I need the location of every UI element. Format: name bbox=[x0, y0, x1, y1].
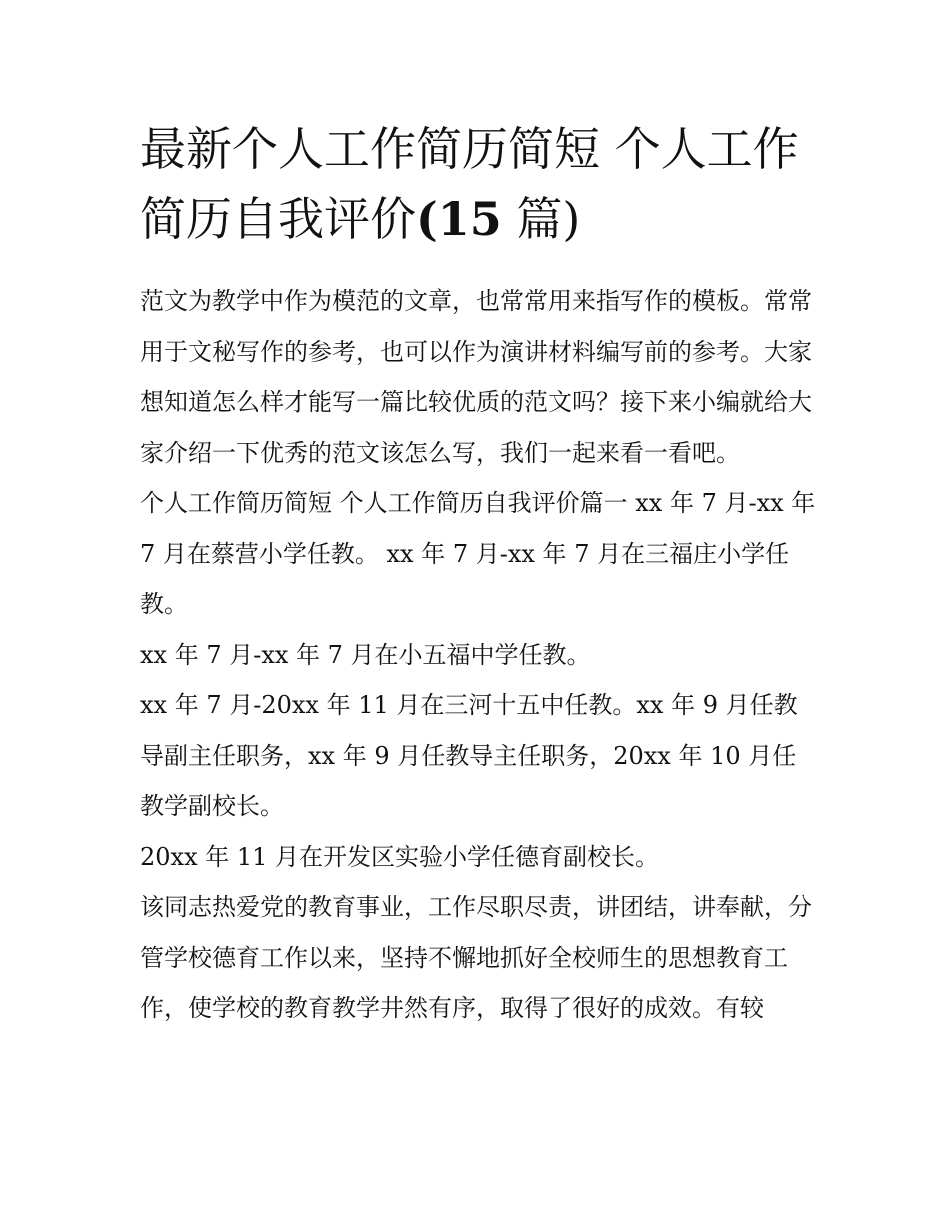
paragraph-resume-4: 20xx 年 11 月在开发区实验小学任德育副校长。 bbox=[140, 842, 660, 871]
paragraph-resume-2: xx 年 7 月-xx 年 7 月在小五福中学任教。 bbox=[140, 640, 591, 669]
title-count: (15 bbox=[416, 192, 502, 246]
document-title bbox=[140, 114, 820, 254]
paragraph-resume-start: 个人工作简历简短 个人工作简历自我评价篇一 xx 年 7 月-xx 年 7 月在蔡营小学任教。 xx 年 7 月-xx 年 7 月在三福庄小学任教。 bbox=[140, 489, 816, 618]
document-body bbox=[140, 276, 820, 1034]
paragraph-intro: 范文为教学中作为模范的文章，也常常用来指写作的模板。常常用于文秘写作的参考，也可以作为演讲材料编写前的参考。大家想知道怎么样才能写一篇比较优质的范文吗？接下来小编就给大家介绍一下优秀的范文该怎么写，我们一起来看一看吧。 bbox=[140, 287, 812, 467]
paragraph-resume-3: xx 年 7 月-20xx 年 11 月在三河十五中任教。xx 年 9 月任教导副主任职务，xx 年 9 月任教导主任职务，20xx 年 10 月任教学副校长。 bbox=[140, 691, 798, 820]
title-suffix: 篇) bbox=[501, 192, 581, 246]
title-text: 最新个人工作简历简短 个人工作简历自我评价 bbox=[140, 122, 799, 246]
paragraph-evaluation: 该同志热爱党的教育事业，工作尽职尽责，讲团结，讲奉献，分管学校德育工作以来，坚持不懈地抓好全校师生的思想教育工作，使学校的教育教学井然有序，取得了很好的成效。有较 bbox=[140, 893, 812, 1022]
